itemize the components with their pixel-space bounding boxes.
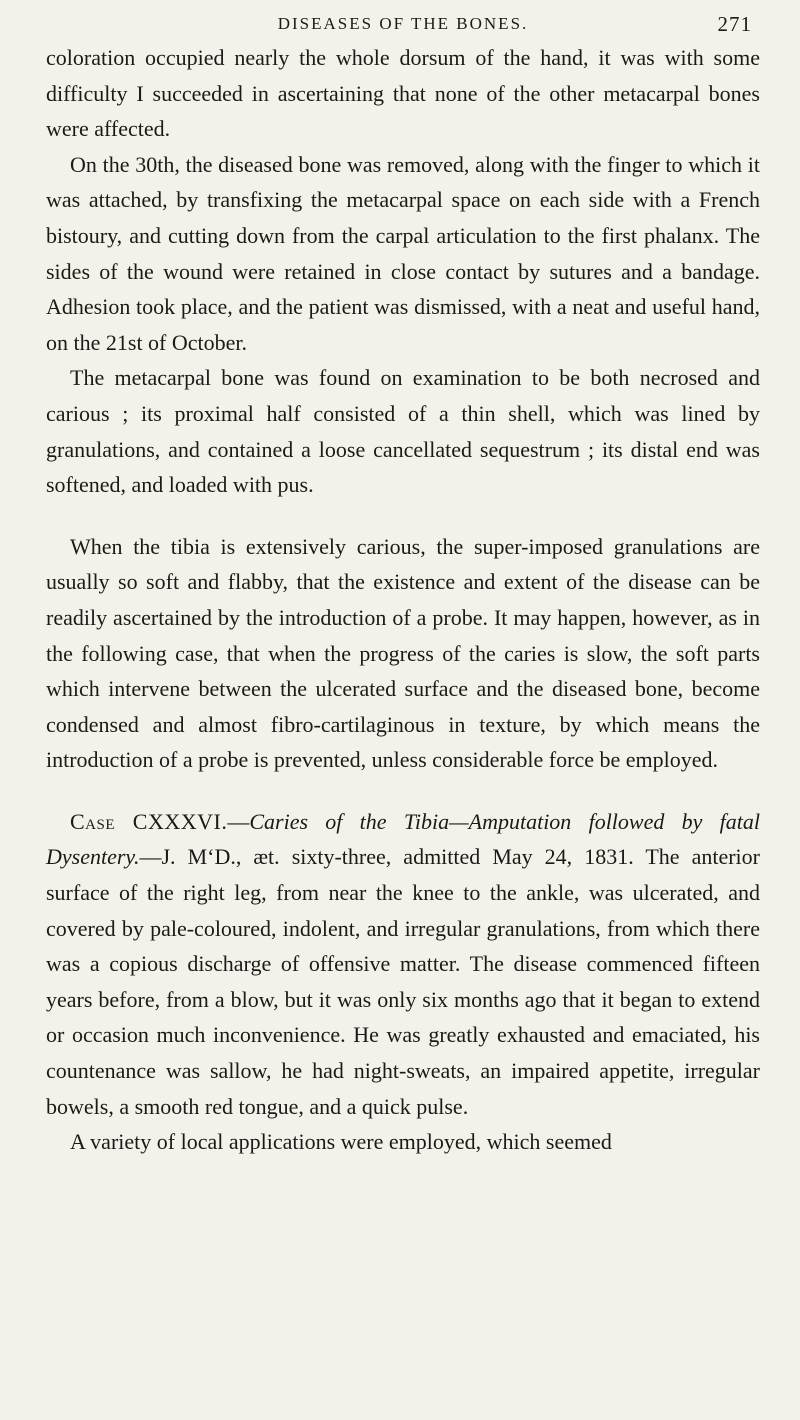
case-title: Caries of the Tibia—Amputation followed by fatal Dysentery. [46,808,761,870]
paragraph-case-cxxxvi [46,804,760,1124]
case-label: Case CXXXVI. [70,808,228,834]
page-number: 271 [717,12,752,36]
paragraph-examination: The metacarpal bone was found on examination to be both necrosed and carious ; its proximal half consisted of a thin shell, which was lined by granulations, and contained a loose cancellated sequestrum ; its distal end was softened, and loaded with pus. [46,365,760,498]
body-text [46,40,760,1160]
running-header [46,0,760,40]
paragraph-continuation: coloration occupied nearly the whole dorsum of the hand, it was with some difficulty I succeeded in ascertaining that none of the other metacarpal bones were affected. [46,45,760,142]
paragraph-operation: On the 30th, the diseased bone was removed, along with the finger to which it was attached, by transfixing the metacarpal space on each side with a French bistoury, and cutting down from the carpal articulation to the first phalanx. The sides of the wound were retained in close contact by sutures and a bandage. Adhesion took place, and the patient was dismissed, with a neat and useful hand, on the 21st of October. [46,151,760,355]
paragraph-tibia-caries: When the tibia is extensively carious, the super-imposed granulations are usually so soft and flabby, that the existence and extent of the disease can be readily ascertained by the introduction of a probe. It may happen, however, as in the following case, that when the progress of the caries is slow, the soft parts which intervene between the ulcerated surface and the diseased bone, become condensed and almost fibro-cartilaginous in texture, by which means the introduction of a probe is prevented, unless considerable force be employed. [46,533,760,773]
paragraph-local-applications: A variety of local applications were employed, which seemed [70,1129,612,1155]
case-dash: — [227,808,250,834]
case-body: —J. M‘D., æt. sixty-three, admitted May 24, 1831. The anterior surface of the right leg, from near the knee to the ankle, was ulcerated, and covered by pale-coloured, indolent, and irregular granulations, from which there was a copious discharge of offensive matter. The disease commenced fifteen years before, from a blow, but it was only six months ago that it began to extend or occasion much inconvenience. He was greatly exhausted and emaciated, his countenance was sallow, he had night-sweats, an impaired appetite, irregular bowels, a smooth red tongue, and a quick pulse. [46,844,760,1119]
running-title: DISEASES OF THE BONES. [277,14,529,33]
